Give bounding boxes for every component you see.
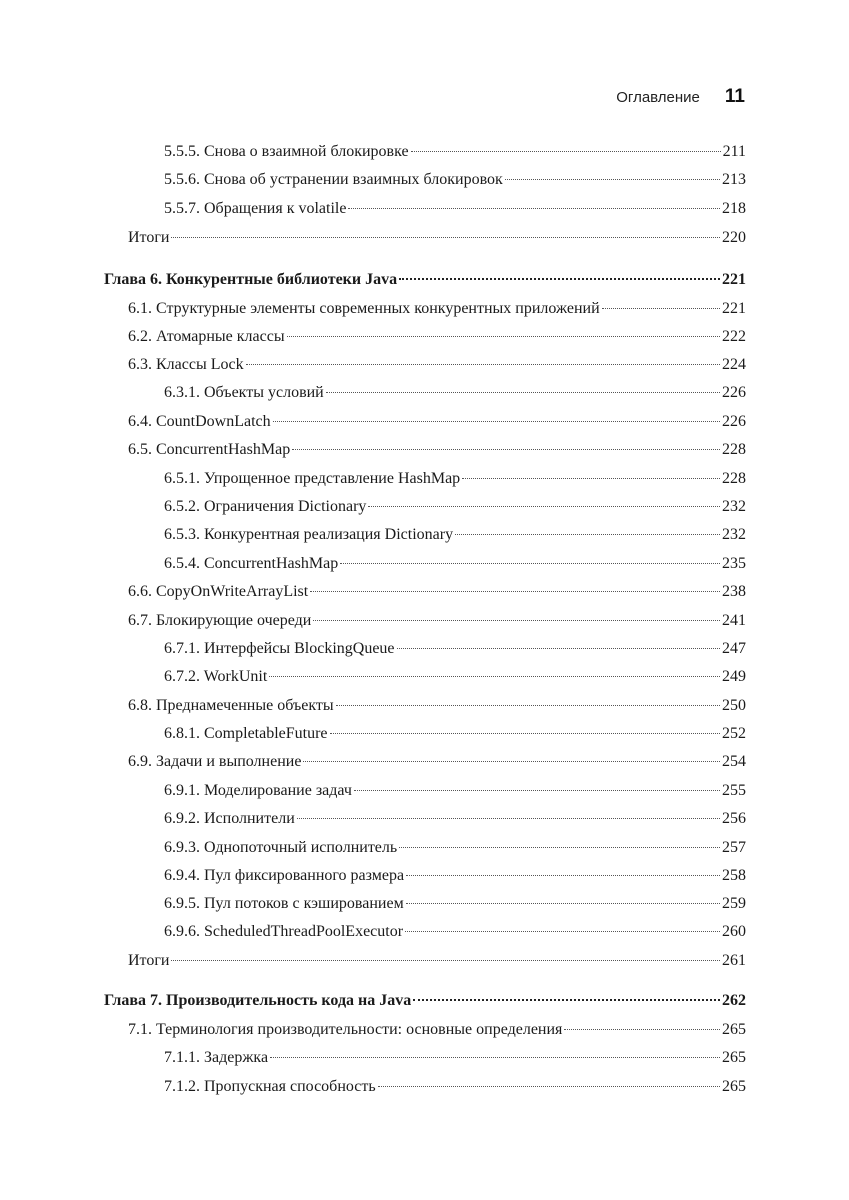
toc-entry-title: 6.5.2. Ограничения Dictionary <box>164 498 367 515</box>
dot-leader <box>340 563 720 564</box>
toc-entry-page: 261 <box>722 952 746 969</box>
toc-entry-page: 252 <box>722 725 746 742</box>
toc-entry <box>128 440 746 460</box>
toc-entry-page: 255 <box>722 782 746 799</box>
toc-entry <box>164 781 746 801</box>
toc-entry-title: 6.2. Атомарные классы <box>128 328 285 345</box>
toc-entry <box>164 1048 746 1068</box>
dot-leader <box>378 1086 720 1087</box>
dot-leader <box>564 1029 720 1030</box>
toc-entry-page: 228 <box>722 441 746 458</box>
toc-entry-title: 6.1. Структурные элементы современных конкурентных приложений <box>128 300 600 317</box>
toc-chapter-entry <box>104 270 746 290</box>
dot-leader <box>397 648 720 649</box>
dot-leader <box>171 960 720 961</box>
toc-entry-title: 6.9.4. Пул фиксированного размера <box>164 867 405 884</box>
toc-entry-title: 7.1. Терминология производительности: основные определения <box>128 1021 563 1038</box>
toc-entry-title: 6.5.1. Упрощенное представление HashMap <box>164 470 461 487</box>
toc-entry-title: 6.9.5. Пул потоков с кэшированием <box>164 895 404 912</box>
toc-entry-page: 224 <box>722 356 746 373</box>
toc-entry <box>128 951 746 971</box>
dot-leader <box>336 705 720 706</box>
toc-entry <box>128 327 746 347</box>
toc-chapter-entry <box>104 991 746 1011</box>
dot-leader <box>399 847 720 848</box>
toc-entry <box>164 894 746 914</box>
toc-entry-page: 235 <box>722 555 746 572</box>
toc-entry <box>128 611 746 631</box>
dot-leader <box>348 208 720 209</box>
toc-entry-title: 6.9.3. Однопоточный исполнитель <box>164 839 398 856</box>
page-number: 11 <box>724 86 745 107</box>
toc-entry-page: 232 <box>722 498 746 515</box>
toc-entry <box>128 355 746 375</box>
toc-entry <box>128 299 746 319</box>
dot-leader <box>406 903 720 904</box>
toc-entry-page: 211 <box>722 143 746 160</box>
toc-entry-page: 259 <box>722 895 746 912</box>
toc-entry-page: 238 <box>722 583 746 600</box>
toc-entry <box>128 696 746 716</box>
toc-entry <box>128 228 746 248</box>
toc-entry <box>164 1077 746 1097</box>
toc-entry <box>164 866 746 886</box>
toc-entry <box>164 809 746 829</box>
toc-entry <box>164 199 746 219</box>
dot-leader <box>411 151 721 152</box>
toc-entry-page: 226 <box>722 413 746 430</box>
dot-leader <box>326 392 720 393</box>
toc-entry-title: 6.5.4. ConcurrentHashMap <box>164 555 339 572</box>
toc-entry-page: 221 <box>722 300 746 317</box>
toc-entry-page: 226 <box>722 384 746 401</box>
dot-leader <box>171 237 720 238</box>
dot-leader <box>330 733 720 734</box>
dot-leader <box>292 449 720 450</box>
toc-entry-title: 6.5. ConcurrentHashMap <box>128 441 291 458</box>
dot-leader <box>406 875 720 876</box>
toc-entry-page: 265 <box>722 1021 746 1038</box>
toc-entry-page: 257 <box>722 839 746 856</box>
toc-entry-title: 6.7.1. Интерфейсы BlockingQueue <box>164 640 395 657</box>
toc-entry-page: 220 <box>722 229 746 246</box>
toc-entry-title: Глава 7. Производительность кода на Java <box>104 992 412 1009</box>
running-header-title: Оглавление <box>616 89 700 106</box>
toc-entry-title: 6.7.2. WorkUnit <box>164 668 268 685</box>
toc-entry-title: 6.3. Классы Lock <box>128 356 244 373</box>
dot-leader <box>462 478 720 479</box>
toc-entry <box>164 525 746 545</box>
toc-entry <box>164 724 746 744</box>
toc-entry <box>164 383 746 403</box>
toc-entry-title: Итоги <box>128 952 170 969</box>
dot-leader <box>413 999 720 1001</box>
toc-entry <box>164 639 746 659</box>
toc-entry <box>128 582 746 602</box>
toc-entry-title: 6.7. Блокирующие очереди <box>128 612 312 629</box>
dot-leader <box>270 1057 720 1058</box>
dot-leader <box>602 308 720 309</box>
toc-entry <box>164 497 746 517</box>
toc-entry-page: 218 <box>722 200 746 217</box>
toc-entry <box>164 469 746 489</box>
toc-entry-title: Глава 6. Конкурентные библиотеки Java <box>104 271 398 288</box>
toc-entry <box>128 412 746 432</box>
toc-entry-title: 6.8.1. CompletableFuture <box>164 725 328 742</box>
toc-entry-title: 7.1.1. Задержка <box>164 1049 269 1066</box>
toc-entry-page: 256 <box>722 810 746 827</box>
toc-entry-title: 7.1.2. Пропускная способность <box>164 1078 376 1095</box>
toc-entry-title: 6.5.3. Конкурентная реализация Dictionary <box>164 526 454 543</box>
toc-entry-page: 249 <box>722 668 746 685</box>
dot-leader <box>405 931 720 932</box>
dot-leader <box>287 336 720 337</box>
toc-entry-title: Итоги <box>128 229 170 246</box>
toc-entry-page: 247 <box>722 640 746 657</box>
toc-entry-title: 6.3.1. Объекты условий <box>164 384 324 401</box>
toc-entry-title: 6.8. Преднамеченные объекты <box>128 697 334 714</box>
dot-leader <box>313 620 720 621</box>
toc-entry <box>164 142 746 162</box>
toc-entry-page: 250 <box>722 697 746 714</box>
toc-entry-title: 5.5.6. Снова об устранении взаимных блокировок <box>164 171 503 188</box>
toc-entry-title: 5.5.7. Обращения к volatile <box>164 200 347 217</box>
toc-entry <box>164 838 746 858</box>
toc-entry-page: 254 <box>722 753 746 770</box>
toc-entry-page: 265 <box>722 1078 746 1095</box>
toc-entry <box>128 1020 746 1040</box>
dot-leader <box>455 534 720 535</box>
toc-entry-page: 260 <box>722 923 746 940</box>
toc-entry-page: 265 <box>722 1049 746 1066</box>
toc-entry <box>164 922 746 942</box>
toc-entry-page: 228 <box>722 470 746 487</box>
toc-entry-page: 213 <box>722 171 746 188</box>
toc-entry-page: 221 <box>722 271 746 288</box>
toc-entry-title: 6.4. CountDownLatch <box>128 413 271 430</box>
toc-entry-title: 6.9.1. Моделирование задач <box>164 782 352 799</box>
toc-entry-title: 6.9.2. Исполнители <box>164 810 295 827</box>
toc-entry-page: 258 <box>722 867 746 884</box>
dot-leader <box>269 676 720 677</box>
toc-entry-page: 262 <box>722 992 746 1009</box>
dot-leader <box>399 278 720 280</box>
dot-leader <box>297 818 720 819</box>
dot-leader <box>310 591 720 592</box>
toc-entry <box>128 752 746 772</box>
dot-leader <box>246 364 720 365</box>
toc-entry-title: 6.9.6. ScheduledThreadPoolExecutor <box>164 923 404 940</box>
toc-entry <box>164 554 746 574</box>
toc-entry-page: 222 <box>722 328 746 345</box>
dot-leader <box>303 761 720 762</box>
toc-entry-page: 232 <box>722 526 746 543</box>
toc-entry-title: 5.5.5. Снова о взаимной блокировке <box>164 143 409 160</box>
toc-entry <box>164 667 746 687</box>
toc-entry <box>164 170 746 190</box>
toc-entry-title: 6.9. Задачи и выполнение <box>128 753 302 770</box>
toc-entry-page: 241 <box>722 612 746 629</box>
dot-leader <box>368 506 720 507</box>
dot-leader <box>273 421 720 422</box>
running-header <box>616 86 745 108</box>
dot-leader <box>505 179 720 180</box>
toc-entry-title: 6.6. CopyOnWriteArrayList <box>128 583 309 600</box>
dot-leader <box>354 790 720 791</box>
